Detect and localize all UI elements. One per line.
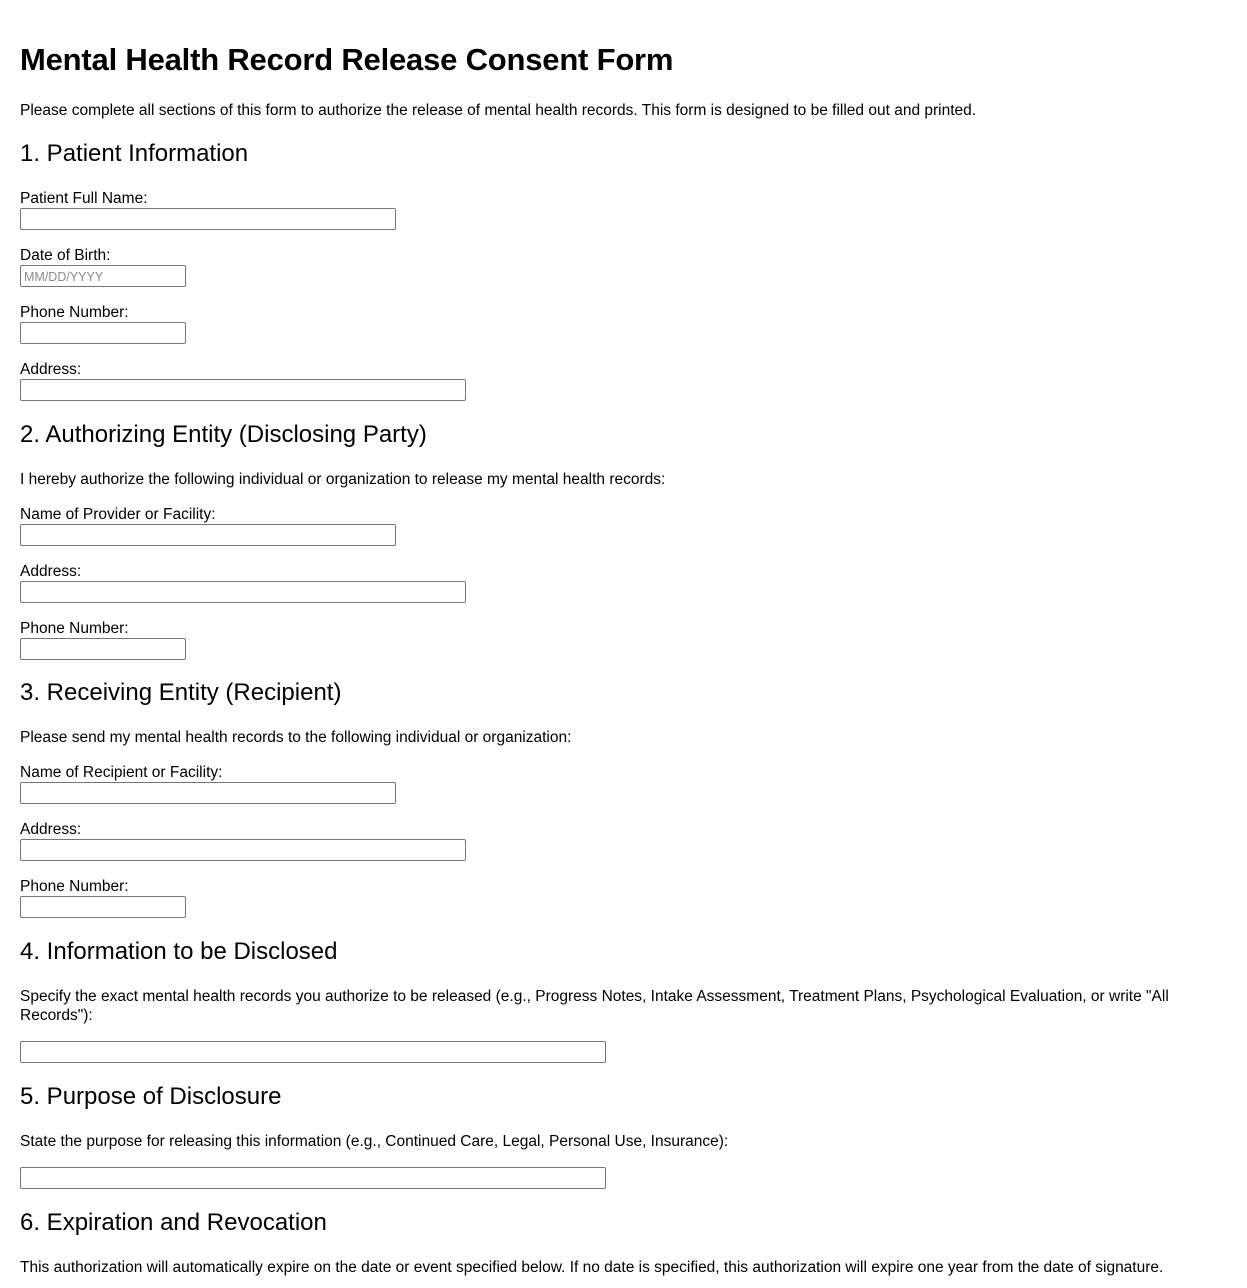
section-heading-expiration: 6. Expiration and Revocation [20,1209,327,1236]
authorizing-description: I hereby authorize the following individual or organization to release my mental health records: [20,471,666,488]
provider-phone-label: Phone Number: [20,620,129,637]
section-heading-patient: 1. Patient Information [20,140,249,167]
patient-full-name-input[interactable] [20,208,396,230]
provider-name-input[interactable] [20,524,396,546]
date-of-birth-label: Date of Birth: [20,247,111,264]
recipient-name-input[interactable] [20,782,396,804]
recipient-phone-input[interactable] [20,896,186,918]
recipient-name-label: Name of Recipient or Facility: [20,764,223,781]
information-description: Specify the exact mental health records you authorize to be released (e.g., Progress Notes, Intake Assessment, Treatment Plans, Psychological Evaluation, or write "All Records"): [20,988,1169,1024]
purpose-input[interactable] [20,1167,606,1189]
patient-full-name-label: Patient Full Name: [20,190,148,207]
receiving-description: Please send my mental health records to the following individual or organization: [20,729,572,746]
section-heading-receiving: 3. Receiving Entity (Recipient) [20,679,342,706]
records-to-disclose-input[interactable] [20,1041,606,1063]
recipient-address-label: Address: [20,821,82,838]
section-heading-information: 4. Information to be Disclosed [20,938,338,965]
provider-address-label: Address: [20,563,82,580]
purpose-description: State the purpose for releasing this information (e.g., Continued Care, Legal, Personal Use, Insurance): [20,1133,729,1150]
patient-phone-input[interactable] [20,322,186,344]
intro-text: Please complete all sections of this form to authorize the release of mental health records. This form is designed to be filled out and printed. [20,102,977,119]
date-of-birth-input[interactable] [20,265,186,287]
provider-name-label: Name of Provider or Facility: [20,506,216,523]
expiration-description: This authorization will automatically expire on the date or event specified below. If no date is specified, this authorization will expire one year from the date of signature. [20,1259,1164,1276]
recipient-phone-label: Phone Number: [20,878,129,895]
patient-address-label: Address: [20,361,82,378]
recipient-address-input[interactable] [20,839,466,861]
patient-address-input[interactable] [20,379,466,401]
page-title: Mental Health Record Release Consent Form [20,42,674,77]
patient-phone-label: Phone Number: [20,304,129,321]
provider-address-input[interactable] [20,581,466,603]
section-heading-authorizing: 2. Authorizing Entity (Disclosing Party) [20,421,427,448]
provider-phone-input[interactable] [20,638,186,660]
section-heading-purpose: 5. Purpose of Disclosure [20,1083,282,1110]
